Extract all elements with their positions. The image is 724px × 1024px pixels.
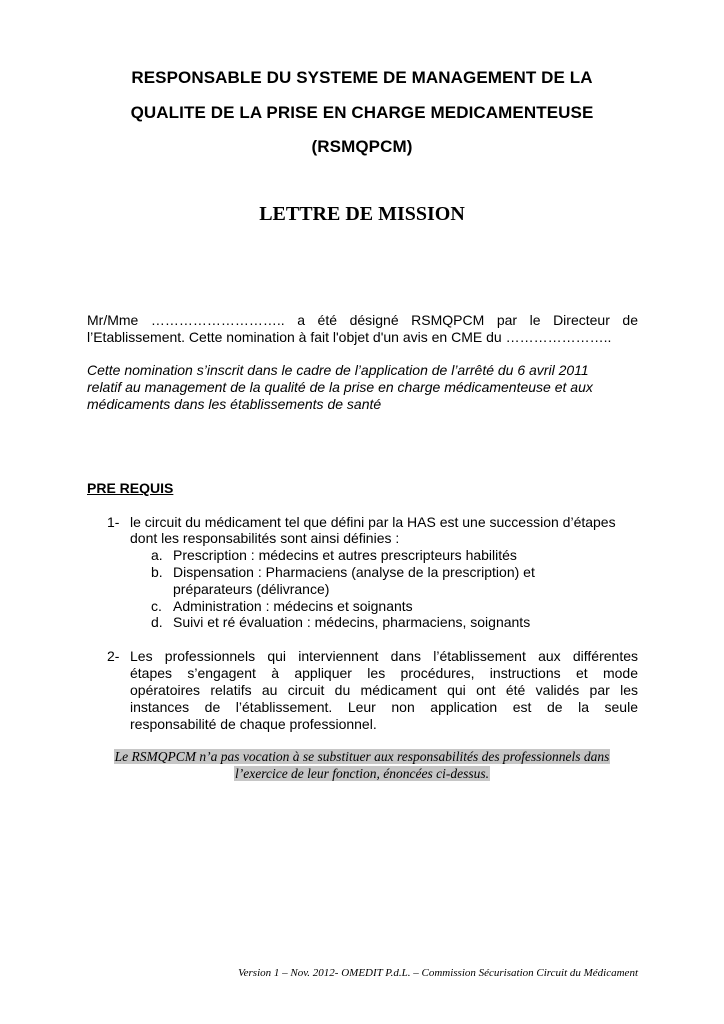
item-1-line-1: le circuit du médicament tel que défini par la HAS est une succession d’étapes (130, 514, 616, 530)
intro-line-1: Mr/Mme ……………………….. a été désigné RSMQPCM par le Directeur de (87, 312, 638, 328)
note-line-2: l’exercice de leur fonction, énoncées ci-dessus. (234, 766, 490, 781)
item-2-line-2: étapes s’engagent à appliquer les procédures, instructions et mode (130, 665, 638, 681)
subitem-d-letter: d. (151, 614, 163, 630)
subitem-b-text-1: Dispensation : Pharmaciens (analyse de la prescription) et (173, 564, 535, 580)
subitem-b-text-2: préparateurs (délivrance) (173, 581, 330, 597)
intro-italic-line-2: relatif au management de la qualité de la prise en charge médicamenteuse et aux (87, 379, 593, 395)
item-1-number: 1- (107, 514, 120, 530)
intro-line-2: l’Etablissement. Cette nomination à fait l'objet d'un avis en CME du ………………….. (87, 329, 612, 345)
subitem-c-text: Administration : médecins et soignants (173, 598, 413, 614)
item-2-line-4: instances de l’établissement. Leur non application est de la seule (130, 699, 638, 715)
subitem-d-text: Suivi et ré évaluation : médecins, pharmaciens, soignants (173, 614, 531, 630)
page-footer: Version 1 – Nov. 2012- OMEDIT P.d.L. – Commission Sécurisation Circuit du Médicament (238, 967, 638, 979)
subitem-c-letter: c. (151, 598, 162, 614)
title-line-3: (RSMQPCM) (311, 137, 413, 156)
item-2-line-1: Les professionnels qui interviennent dans l’établissement aux différentes (130, 648, 638, 664)
subitem-a-letter: a. (151, 547, 163, 563)
item-2-number: 2- (107, 648, 120, 664)
item-2-line-3: opératoires relatifs au circuit du médicament qui ont été validés par les (130, 682, 638, 698)
item-1-line-2: dont les responsabilités sont ainsi définies : (130, 530, 400, 546)
title-line-1: RESPONSABLE DU SYSTEME DE MANAGEMENT DE LA (131, 68, 593, 87)
subitem-a-text: Prescription : médecins et autres prescripteurs habilités (173, 547, 517, 563)
intro-italic-line-3: médicaments dans les établissements de santé (87, 396, 382, 412)
document-subtitle: LETTRE DE MISSION (259, 203, 465, 225)
highlighted-note (90, 748, 634, 782)
intro-italic-line-1: Cette nomination s’inscrit dans le cadre de l’application de l’arrêté du 6 avril 2011 (87, 362, 589, 378)
subitem-b-letter: b. (151, 564, 163, 580)
title-line-2: QUALITE DE LA PRISE EN CHARGE MEDICAMENTEUSE (130, 103, 594, 122)
prerequis-heading: PRE REQUIS (87, 480, 174, 496)
note-line-1: Le RSMQPCM n’a pas vocation à se substituer aux responsabilités des professionnels dans (114, 749, 610, 764)
item-2-line-5: responsabilité de chaque professionnel. (130, 716, 377, 732)
